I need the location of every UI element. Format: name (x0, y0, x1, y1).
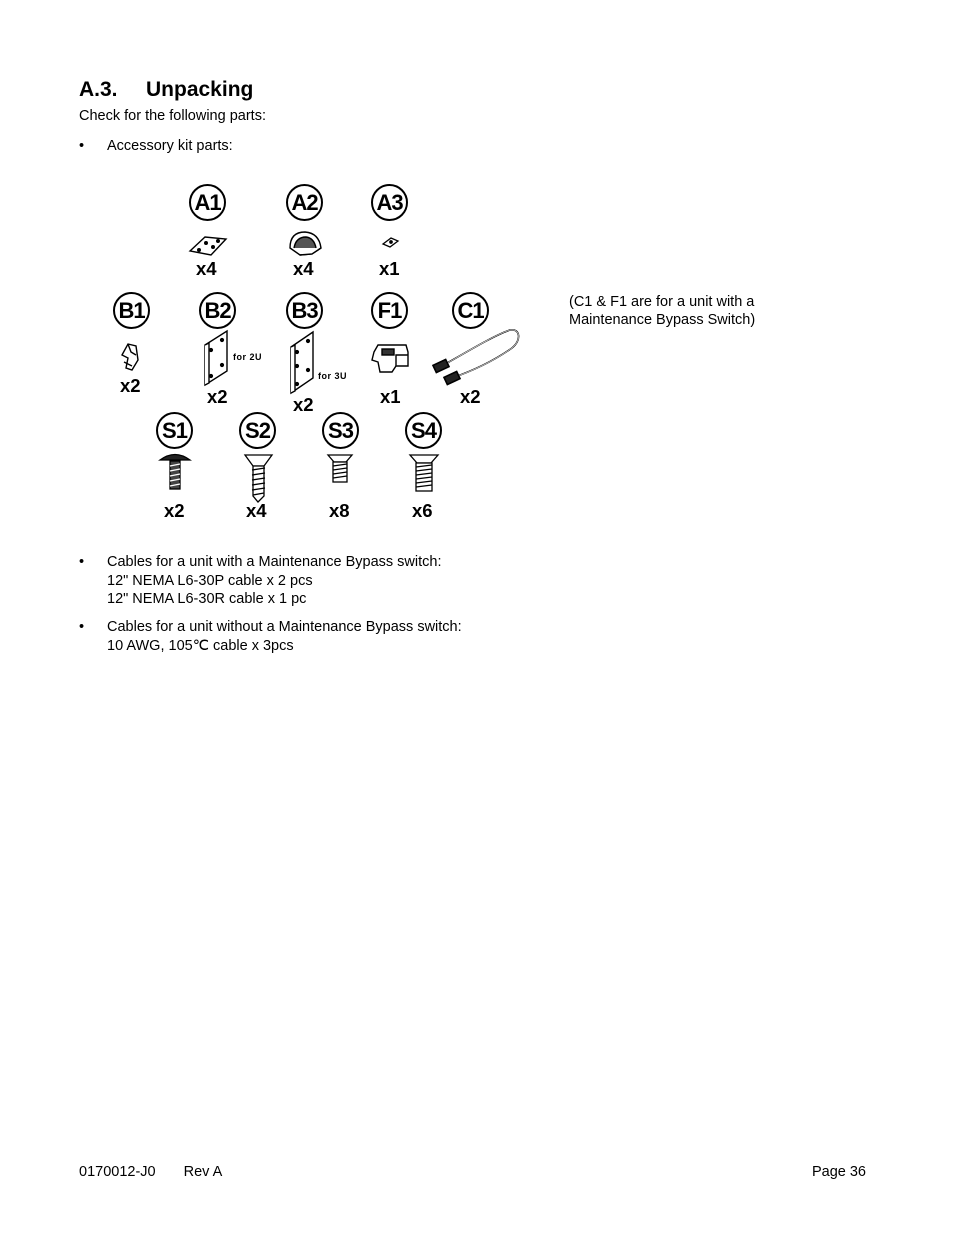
section-title: Unpacking (146, 78, 254, 101)
part-s1 (156, 412, 193, 449)
part-a3-qty: x1 (379, 258, 400, 279)
intro-text: Check for the following parts: (79, 108, 266, 124)
part-s2 (239, 412, 276, 449)
part-f1-label: F1 (371, 292, 408, 329)
part-b2-drawing (205, 331, 227, 385)
bullet-mbs-line1: 12" NEMA L6-30P cable x 2 pcs (107, 572, 313, 589)
bypass-note (569, 293, 755, 329)
part-s3-label: S3 (322, 412, 359, 449)
bypass-note-line2: Maintenance Bypass Switch) (569, 312, 756, 328)
part-a2-drawing (290, 232, 321, 255)
part-a3-drawing (383, 238, 398, 247)
part-b3-label: B3 (286, 292, 323, 329)
part-s1-qty: x2 (164, 500, 185, 521)
bullet-mbs-title: Cables for a unit with a Maintenance Bypass switch: (107, 554, 442, 570)
part-b3-drawing (291, 332, 313, 393)
bullet-no-mbs-cables (79, 618, 462, 655)
part-s4-label: S4 (405, 412, 442, 449)
part-f1 (371, 292, 408, 329)
part-s4-qty: x6 (412, 500, 433, 521)
section-number: A.3. (79, 78, 118, 101)
part-a1-qty: x4 (196, 258, 217, 279)
part-b1-drawing (122, 344, 138, 370)
part-c1-qty: x2 (460, 386, 481, 407)
part-s4-drawing (410, 455, 438, 491)
part-b1-qty: x2 (120, 375, 141, 396)
part-a3-label: A3 (371, 184, 408, 221)
part-c1 (452, 292, 489, 329)
part-c1-label: C1 (452, 292, 489, 329)
part-b2 (199, 292, 236, 329)
bypass-note-line1: (C1 & F1 are for a unit with a (569, 294, 755, 310)
bullet-marker: • (79, 554, 85, 570)
part-s3-qty: x8 (329, 500, 350, 521)
part-b3 (286, 292, 323, 329)
part-s1-label: S1 (156, 412, 193, 449)
footer-doc-info (79, 1164, 250, 1180)
part-a2-qty: x4 (293, 258, 314, 279)
part-b1-label: B1 (113, 292, 150, 329)
bullet-no-mbs-title: Cables for a unit without a Maintenance Bypass switch: (107, 619, 462, 635)
part-s2-label: S2 (239, 412, 276, 449)
bullet-no-mbs-line1: 10 AWG, 105℃ cable x 3pcs (107, 637, 294, 654)
bullet-text: Accessory kit parts: (107, 138, 233, 154)
part-s3 (322, 412, 359, 449)
part-f1-drawing (372, 345, 408, 372)
footer-revision: Rev A (183, 1164, 223, 1180)
bullet-marker: • (79, 619, 85, 635)
footer-doc-number: 0170012-J0 (79, 1164, 156, 1180)
part-a1-drawing (190, 237, 226, 255)
part-s2-drawing (245, 455, 272, 502)
part-a3 (371, 184, 408, 221)
part-s1-drawing (160, 455, 190, 490)
part-f1-qty: x1 (380, 386, 401, 407)
bullet-mbs-line2: 12" NEMA L6-30R cable x 1 pc (107, 591, 307, 607)
footer-page-number: Page 36 (811, 1164, 866, 1180)
bullet-mbs-cables (79, 553, 441, 609)
part-b2-qty: x2 (207, 386, 228, 407)
part-b1 (113, 292, 150, 329)
part-s2-qty: x4 (246, 500, 267, 521)
bullet-marker: • (79, 138, 85, 154)
part-b3-note: for 3U (318, 371, 348, 381)
part-b2-label: B2 (199, 292, 236, 329)
part-b3-qty: x2 (293, 394, 314, 415)
part-a2 (286, 184, 323, 221)
part-s3-drawing (328, 455, 352, 482)
part-a1-label: A1 (189, 184, 226, 221)
part-c1-drawing (433, 330, 519, 385)
part-a2-label: A2 (286, 184, 323, 221)
part-s4 (405, 412, 442, 449)
part-a1 (189, 184, 226, 221)
part-b2-note: for 2U (233, 352, 263, 362)
